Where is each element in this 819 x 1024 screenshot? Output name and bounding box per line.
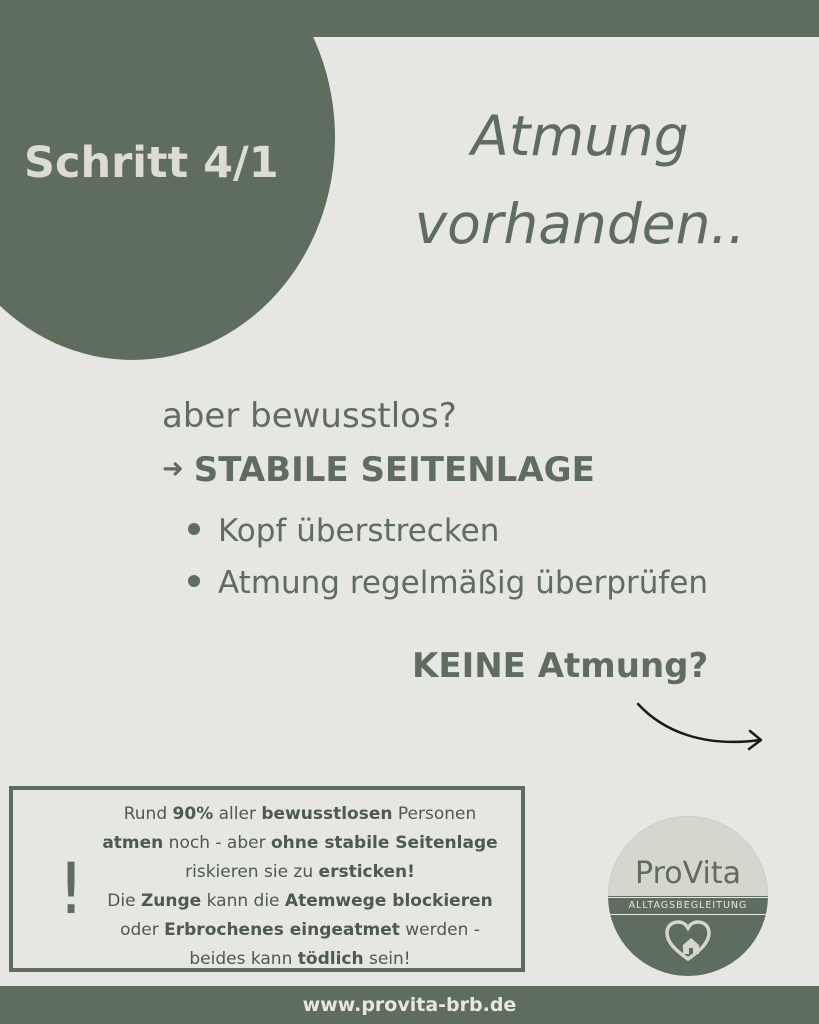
list-item [188, 557, 708, 609]
info-line: atmen noch - aber ohne stabile Seitenlage [102, 833, 498, 853]
list-item [188, 505, 708, 557]
heart-house-icon [665, 920, 711, 962]
action-heading [162, 450, 595, 490]
list-item-text: Kopf überstrecken [218, 513, 500, 549]
exclamation-icon: ! [57, 848, 86, 930]
curved-arrow-icon [632, 700, 772, 760]
step-label: Schritt 4/1 [24, 138, 279, 188]
footer-url[interactable]: www.provita-brb.de [302, 994, 517, 1016]
action-label: STABILE SEITENLAGE [193, 450, 595, 490]
provita-logo [608, 816, 768, 976]
title-line-1: Atmung [471, 104, 689, 168]
logo-name: ProVita [635, 856, 741, 891]
no-breathing-heading: KEINE Atmung? [412, 646, 709, 686]
bullet-icon [188, 523, 200, 535]
info-line: Rund 90% aller bewusstlosen Personen [123, 804, 477, 824]
bullet-icon [188, 575, 200, 587]
info-line: Die Zunge kann die Atemwege blockieren [107, 891, 493, 911]
footer [0, 986, 819, 1024]
info-line: beides kann tödlich sein! [189, 949, 411, 969]
info-line: riskieren sie zu ersticken! [185, 862, 415, 882]
list-item-text: Atmung regelmäßig überprüfen [218, 565, 709, 601]
title-line-2: vorhanden.. [414, 192, 746, 256]
info-text [87, 800, 513, 974]
logo-tagline: ALLTAGSBEGLEITUNG [608, 897, 768, 915]
info-line: oder Erbrochenes eingeatmet werden - [120, 920, 480, 940]
page-title [390, 92, 770, 268]
info-box [9, 786, 525, 972]
question-text: aber bewusstlos? [162, 396, 457, 436]
bullet-list [188, 505, 708, 609]
arrow-right-icon: ➜ [162, 454, 184, 484]
